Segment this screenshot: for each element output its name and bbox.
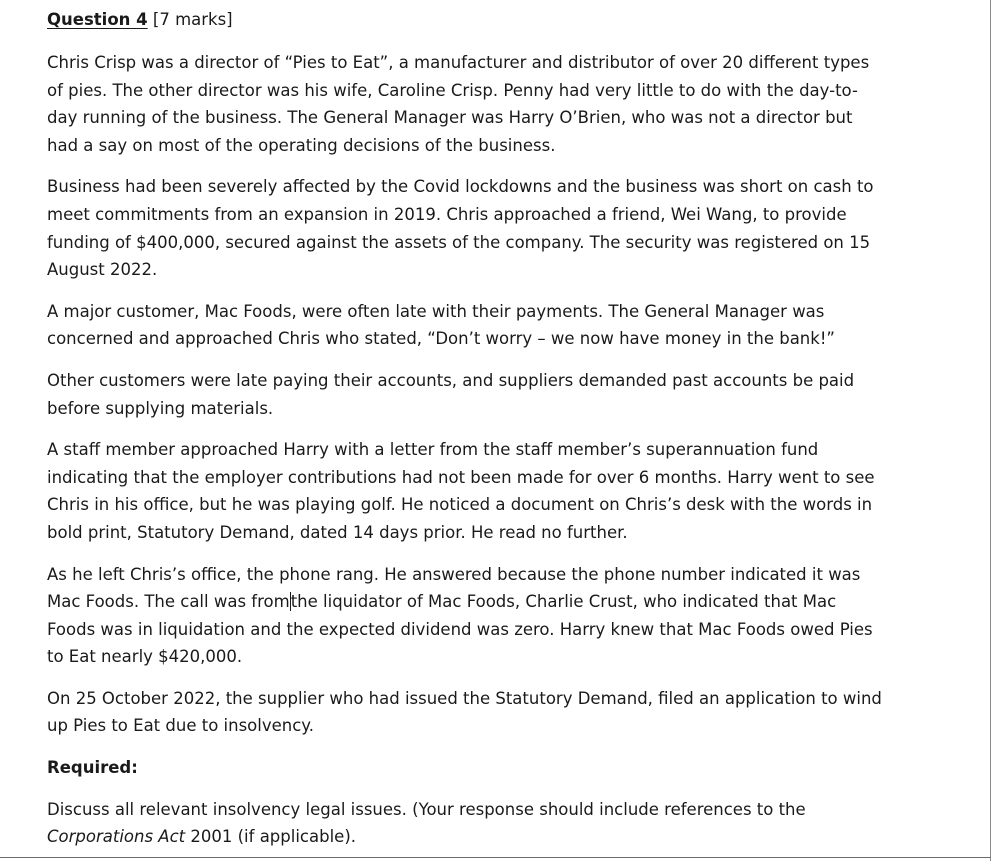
paragraph-phone-call	[47, 561, 917, 671]
act-name: Corporations Act	[47, 827, 186, 847]
text-line: funding of $400,000, secured against the assets of the company. The security was registered on 15	[47, 232, 871, 252]
text-line: concerned and approached Chris who stated, “Don’t worry – we now have money in the bank!”	[47, 329, 835, 349]
page-bottom-border	[0, 857, 991, 858]
text-line: day running of the business. The General Manager was Harry O’Brien, who was not a director but	[47, 108, 853, 128]
question-title: Question 4	[47, 10, 148, 29]
question-marks: [7 marks]	[147, 10, 233, 29]
text-after-cursor: the liquidator of Mac Foods, Charlie Crust, who indicated that Mac	[290, 592, 837, 612]
text-line: indicating that the employer contributions had not been made for over 6 months. Harry went to see	[47, 467, 875, 487]
text-line: of pies. The other director was his wife, Caroline Crisp. Penny had very little to do with the day-to-	[47, 80, 858, 100]
question-heading	[47, 6, 991, 33]
text-line-with-cursor	[47, 588, 917, 616]
text-line: up Pies to Eat due to insolvency.	[47, 716, 314, 736]
text-line: August 2022.	[47, 260, 158, 280]
text-line: On 25 October 2022, the supplier who had issued the Statutory Demand, filed an application to wind	[47, 688, 882, 708]
text-line-act	[47, 823, 917, 851]
text-line: A major customer, Mac Foods, were often late with their payments. The General Manager was	[47, 301, 825, 321]
act-year: 2001 (if applicable).	[185, 827, 356, 847]
paragraph-superannuation	[47, 436, 917, 546]
text-line: Other customers were late paying their accounts, and suppliers demanded past accounts be paid	[47, 370, 855, 390]
text-line: Business had been severely affected by the Covid lockdowns and the business was short on cash to	[47, 177, 874, 197]
text-line: Chris Crisp was a director of “Pies to Eat”, a manufacturer and distributor of over 20 different types	[47, 53, 870, 72]
text-line: As he left Chris’s office, the phone rang. He answered because the phone number indicated it was	[47, 564, 861, 584]
text-line: bold print, Statutory Demand, dated 14 days prior. He read no further.	[47, 522, 628, 542]
text-line: had a say on most of the operating decisions of the business.	[47, 135, 556, 155]
text-line: before supplying materials.	[47, 398, 274, 418]
required-label: Required:	[47, 758, 138, 778]
text-line: meet commitments from an expansion in 2019. Chris approached a friend, Wei Wang, to provide	[47, 204, 847, 224]
paragraph-major-customer	[47, 298, 917, 353]
text-before-cursor: Mac Foods. The call was from	[47, 592, 290, 612]
text-line: Foods was in liquidation and the expected dividend was zero. Harry knew that Mac Foods owed Pies	[47, 619, 873, 639]
paragraph-wind-up	[47, 685, 917, 740]
paragraph-task	[47, 796, 917, 851]
paragraph-directors	[47, 49, 917, 159]
text-line: Chris in his office, but he was playing golf. He noticed a document on Chris’s desk with the words in	[47, 495, 873, 515]
paragraph-other-customers	[47, 367, 917, 422]
paragraph-funding	[47, 173, 917, 283]
text-line: to Eat nearly $420,000.	[47, 647, 243, 667]
text-line: Discuss all relevant insolvency legal issues. (Your response should include references to the	[47, 799, 806, 819]
text-line: A staff member approached Harry with a letter from the staff member’s superannuation fund	[47, 440, 819, 460]
